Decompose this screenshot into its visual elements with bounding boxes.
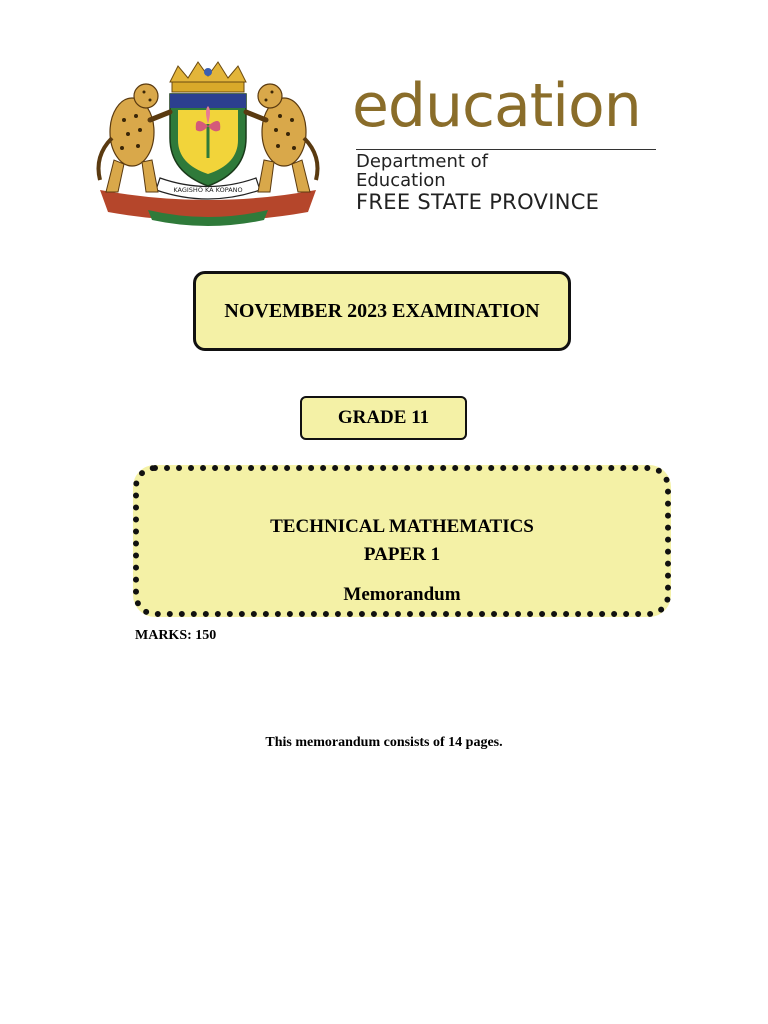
paper-number: PAPER 1 bbox=[363, 544, 441, 565]
grade-label: GRADE 11 bbox=[337, 407, 430, 428]
total-marks: MARKS: 150 bbox=[135, 628, 217, 643]
exam-title-box bbox=[193, 271, 571, 351]
wordmark-divider bbox=[356, 149, 656, 150]
grade-box bbox=[300, 396, 467, 440]
coat-of-arms-logo bbox=[88, 60, 328, 230]
page-count-note: This memorandum consists of 14 pages. bbox=[265, 735, 503, 750]
motto-text: KAGISHO KA KOPANO bbox=[173, 186, 243, 194]
subject-name: TECHNICAL MATHEMATICS bbox=[270, 516, 534, 537]
document-header bbox=[0, 0, 768, 240]
department-line-1: Department of bbox=[356, 151, 488, 172]
department-line-2: Education bbox=[356, 170, 446, 191]
document-type: Memorandum bbox=[343, 584, 461, 605]
subject-box bbox=[133, 465, 671, 617]
province-name: FREE STATE PROVINCE bbox=[356, 190, 600, 214]
exam-title: NOVEMBER 2023 EXAMINATION bbox=[224, 299, 540, 322]
education-wordmark: education bbox=[352, 71, 641, 141]
